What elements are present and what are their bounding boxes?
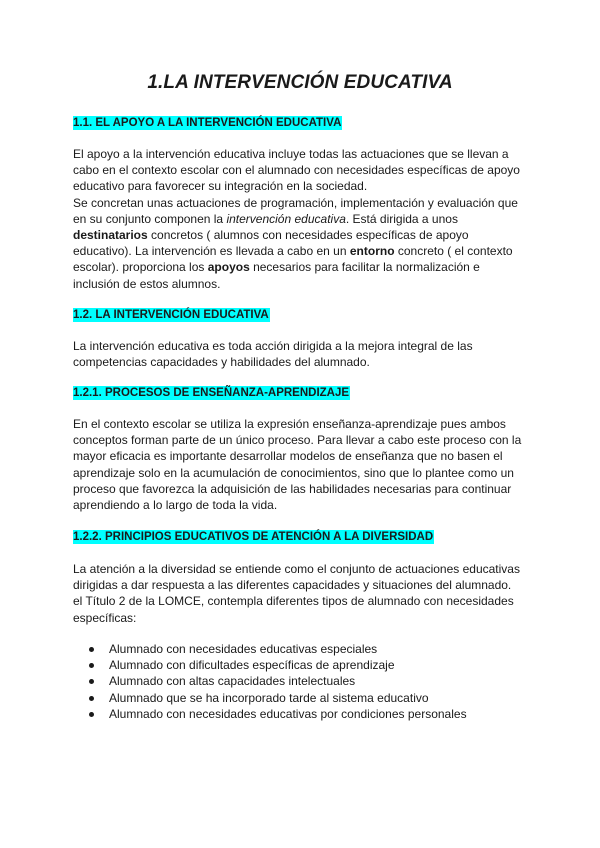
- list-item: [73, 673, 467, 689]
- list-item-text: Alumnado que se ha incorporado tarde al sistema educativo: [109, 690, 429, 705]
- paragraph-line: [73, 211, 533, 227]
- italic-term: intervención educativa: [226, 211, 346, 226]
- section-1-1-paragraph: [73, 146, 533, 292]
- text-run: escolar). proporciona los: [73, 260, 208, 275]
- paragraph-line: inclusión de estos alumnos.: [73, 276, 221, 291]
- section-heading-1-2-1-text: 1.2.1. PROCESOS DE ENSEÑANZA-APRENDIZAJE: [73, 387, 350, 399]
- list-item: [73, 690, 467, 706]
- paragraph-line: [73, 227, 533, 243]
- paragraph-line: La intervención educativa es toda acción dirigida a la mejora integral de las: [73, 339, 473, 353]
- paragraph-line: aprendiendo a lo largo de toda la vida.: [73, 498, 278, 513]
- section-heading-1-2: [73, 307, 270, 323]
- text-run: concretos ( alumnos con necesidades específicas de apoyo: [147, 228, 469, 243]
- paragraph-line: La atención a la diversidad se entiende como el conjunto de actuaciones educativas: [73, 562, 520, 576]
- paragraph-line: conceptos forman parte de un único proceso. Para llevar a cabo este proceso con la: [73, 433, 522, 448]
- paragraph-line: el Título 2 de la LOMCE, contempla diferentes tipos de alumnado con necesidades: [73, 594, 514, 609]
- paragraph-line: dirigidas a dar respuesta a las diferentes capacidades y situaciones del alumnado.: [73, 578, 512, 593]
- paragraph-line: El apoyo a la intervención educativa incluye todas las actuaciones que se llevan a: [73, 147, 509, 161]
- paragraph-line: En el contexto escolar se utiliza la expresión enseñanza-aprendizaje pues ambos: [73, 417, 506, 431]
- bullet-icon: [89, 663, 94, 668]
- bold-term: entorno: [349, 244, 395, 259]
- section-1-2-paragraph: [73, 338, 533, 370]
- paragraph-line: [73, 243, 533, 259]
- paragraph-line: cabo en el contexto escolar con el alumnado con necesidades específicas de apoyo: [73, 163, 520, 178]
- paragraph-line: aprendizaje solo en la acumulación de conocimientos, sino que lo plantee como un: [73, 465, 514, 480]
- bold-term: destinatarios: [73, 228, 148, 243]
- section-heading-1-1: [73, 115, 342, 131]
- paragraph-line: [73, 259, 533, 275]
- list-item-text: Alumnado con altas capacidades intelectuales: [109, 674, 356, 689]
- paragraph-line: educativo para favorecer su integración en la sociedad.: [73, 179, 368, 194]
- paragraph-line: mayor eficacia es importante desarrollar modelos de enseñanza que no basen el: [73, 449, 503, 464]
- list-item: [73, 641, 467, 657]
- text-run: en su conjunto componen la: [73, 211, 227, 226]
- bullet-icon: [89, 696, 94, 701]
- section-heading-1-2-1: [73, 385, 350, 401]
- paragraph-line: competencias capacidades y habilidades del alumnado.: [73, 355, 370, 370]
- list-item-text: Alumnado con dificultades específicas de aprendizaje: [109, 658, 395, 673]
- text-run: educativo). La intervención es llevada a cabo en un: [73, 244, 350, 259]
- text-run: necesarios para facilitar la normalización e: [249, 260, 480, 275]
- list-item-text: Alumnado con necesidades educativas por condiciones personales: [109, 706, 467, 721]
- list-item: [73, 706, 467, 722]
- list-item: [73, 657, 467, 673]
- section-heading-1-2-text: 1.2. LA INTERVENCIÓN EDUCATIVA: [73, 309, 269, 321]
- list-item-text: Alumnado con necesidades educativas especiales: [109, 642, 378, 656]
- document-title: 1.LA INTERVENCIÓN EDUCATIVA: [147, 72, 453, 93]
- section-heading-1-2-2: [73, 529, 434, 545]
- bullet-icon: [89, 712, 94, 717]
- text-run: concreto ( el contexto: [394, 244, 513, 259]
- section-1-2-1-paragraph: [73, 416, 533, 513]
- paragraph-line: Se concretan unas actuaciones de programación, implementación y evaluación que: [73, 195, 518, 210]
- section-1-2-2-paragraph: [73, 561, 533, 626]
- section-heading-1-1-text: 1.1. EL APOYO A LA INTERVENCIÓN EDUCATIVA: [73, 117, 342, 129]
- bullet-icon: [89, 647, 94, 652]
- bullet-icon: [89, 679, 94, 684]
- bold-term: apoyos: [207, 260, 250, 275]
- paragraph-line: específicas:: [73, 610, 137, 625]
- text-run: . Está dirigida a unos: [345, 211, 458, 226]
- section-heading-1-2-2-text: 1.2.2. PRINCIPIOS EDUCATIVOS DE ATENCIÓN A LA DIVERSIDAD: [73, 531, 434, 543]
- paragraph-line: proceso que favorezca la adquisición de las habilidades necesarias para continuar: [73, 481, 512, 496]
- student-types-list: [73, 641, 467, 722]
